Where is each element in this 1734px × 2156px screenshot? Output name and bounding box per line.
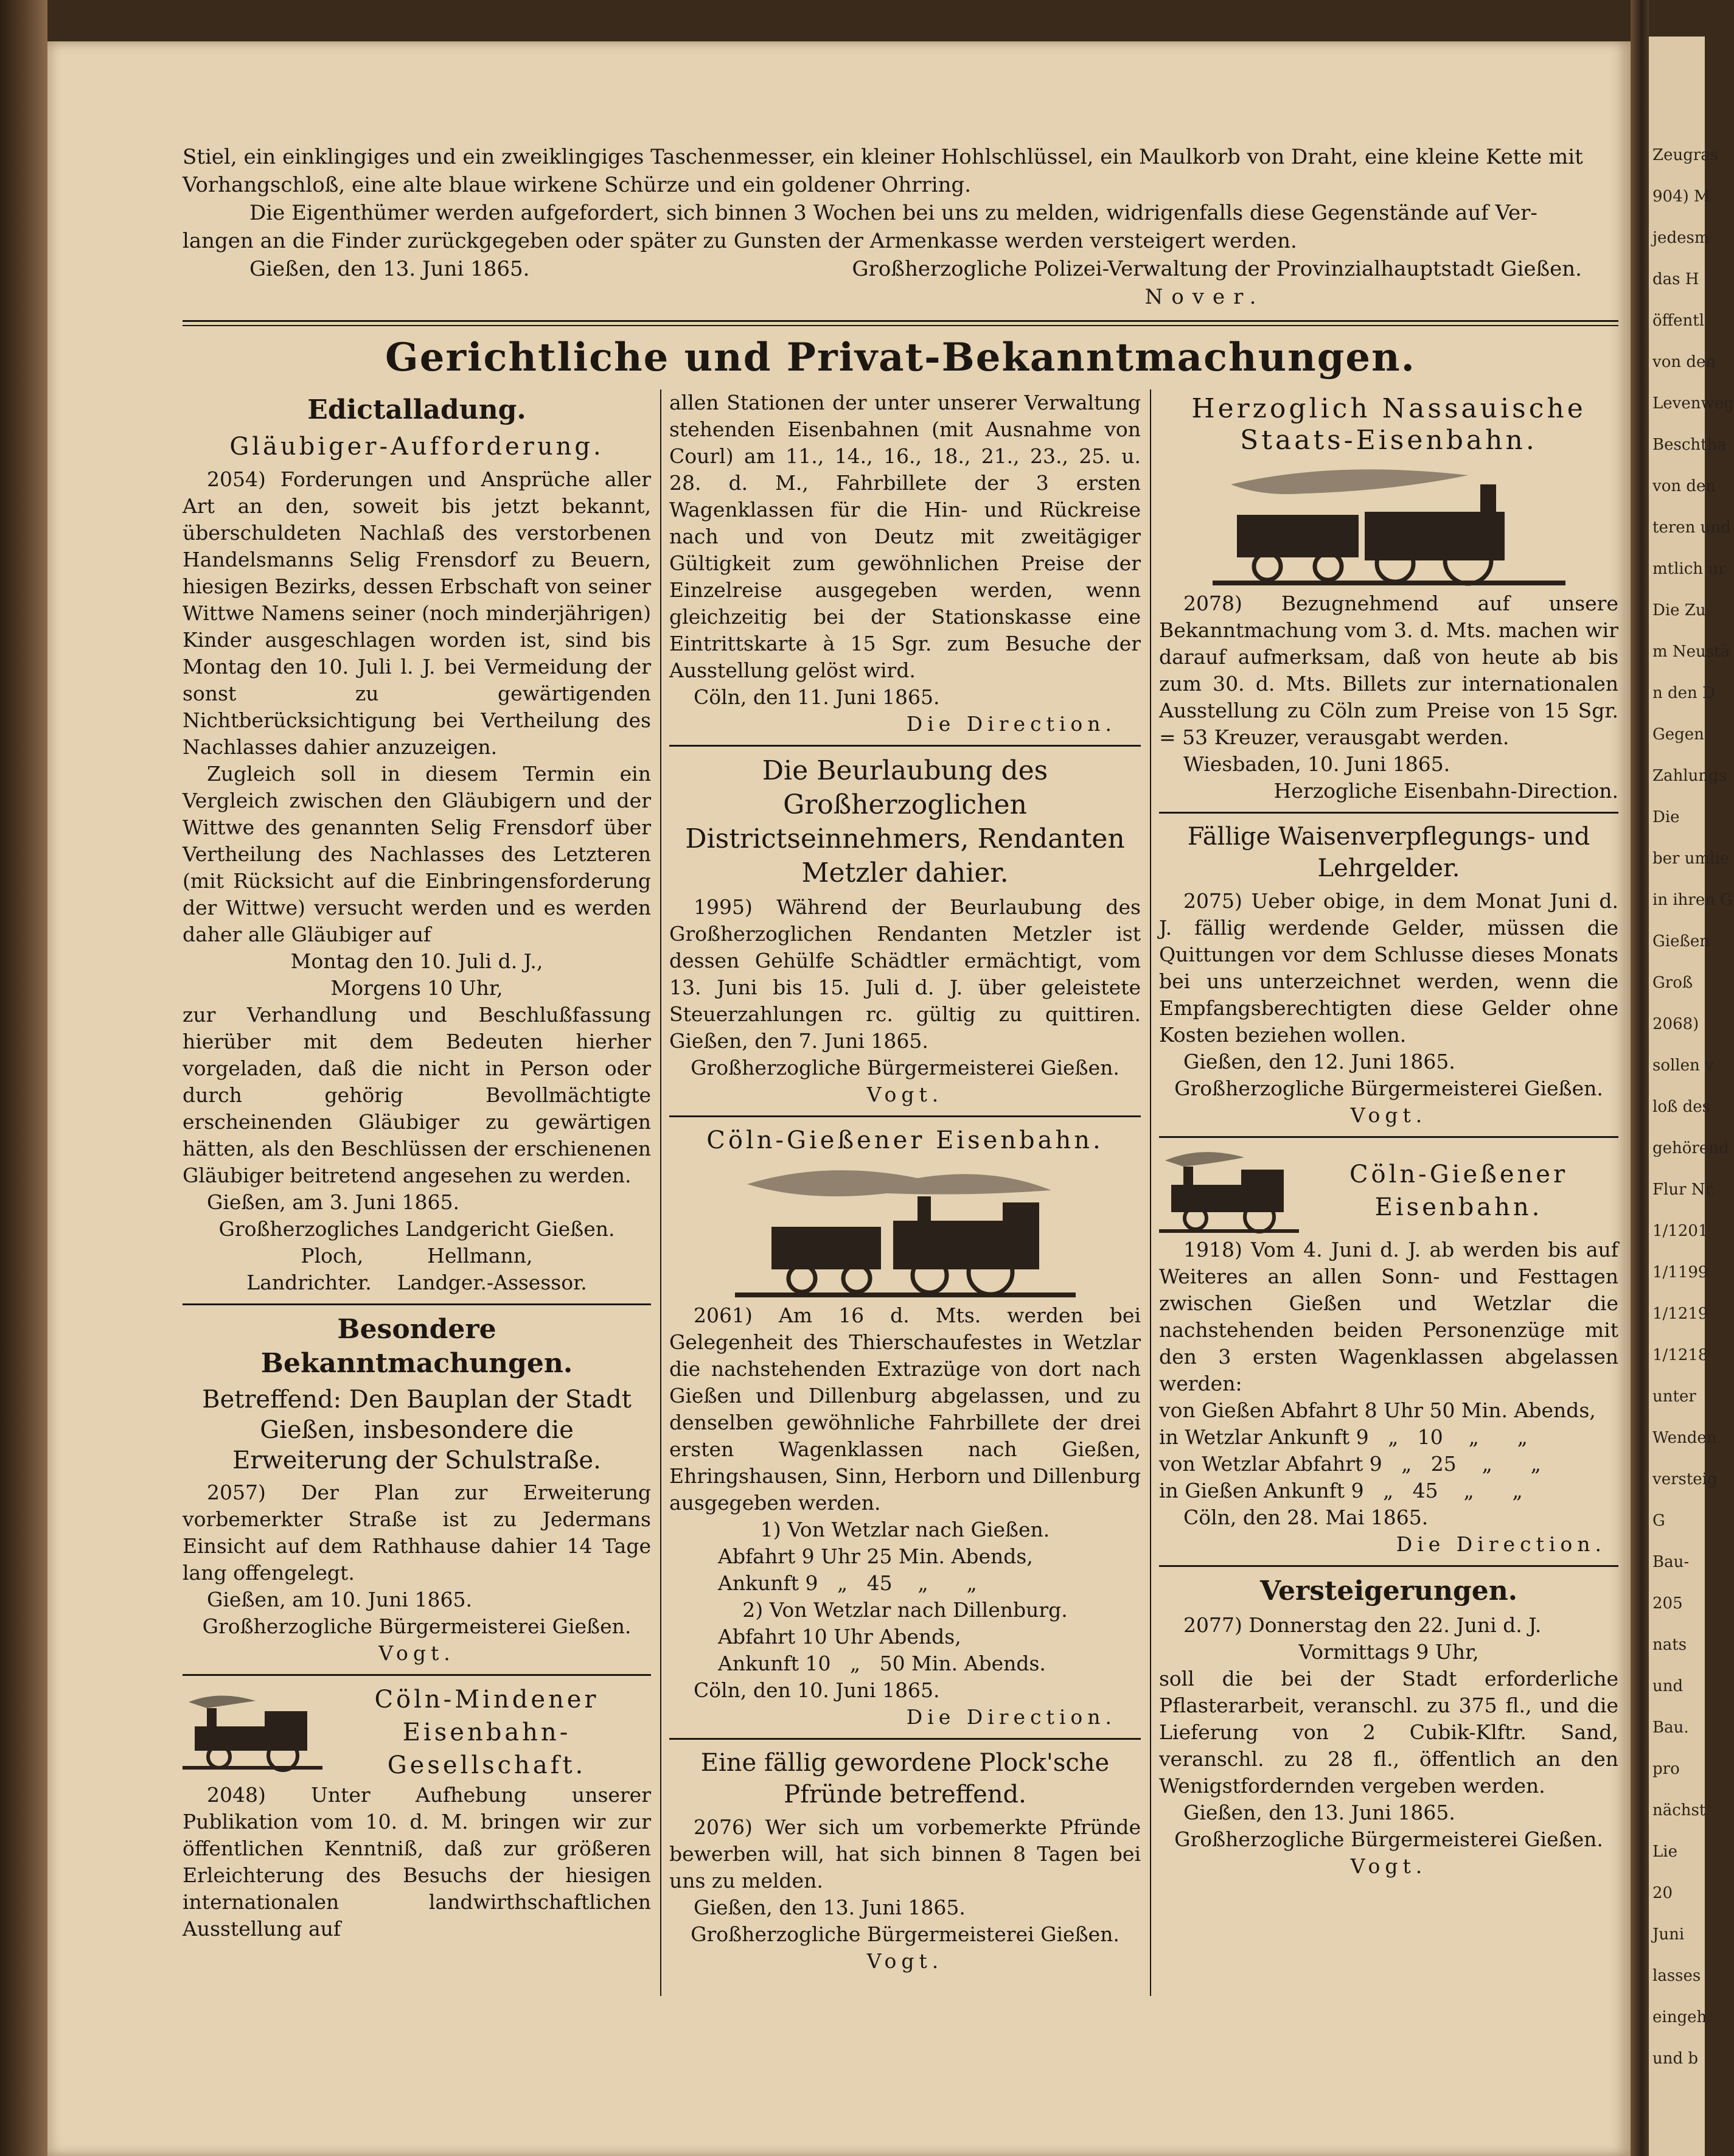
paragraph: Morgens 10 Uhr, [330, 976, 503, 1000]
heading-pfruende: Eine fällig gewordene Plock'sche Pfründe betreffend. [700, 1749, 1110, 1809]
heading-waisen: Fällige Waisenverpflegungs- und Lehrgelder. [1187, 823, 1590, 882]
paragraph: 2077) Donnerstag den 22. Juni d. J. [1183, 1613, 1542, 1637]
signer: Vogt. [866, 1949, 944, 1973]
top-date: Gießen, den 13. Juni 1865. [249, 257, 530, 281]
next-page-fragment: Die [1652, 808, 1680, 826]
next-page-fragment: und [1652, 1677, 1684, 1695]
next-page-fragment: 205 [1652, 1594, 1683, 1613]
next-page-fragment: und b [1652, 2050, 1699, 2068]
top-signer: Nover. [1144, 285, 1265, 309]
next-page-fragment: Bau- [1652, 1553, 1690, 1571]
paragraph: Zugleich soll in diesem Termin ein Vergleich zwischen den Gläubigern und der Wittwe des genannten Selig Frensdorf über Vertheilung des Nachlasses des Letzteren (mit Rücksicht auf die Einbringensforderung der Wittwe) versucht werden und es werden daher alle Gläubiger auf [183, 762, 651, 946]
next-page-fragment: Gegen [1652, 725, 1704, 744]
heading-coeln-giessener-2: Cöln-Gießener Eisenbahn. [1349, 1160, 1569, 1221]
signer: Die Direction. [906, 1705, 1116, 1729]
next-page-fragment: von den [1652, 477, 1716, 495]
timetable-row: von Gießen Abfahrt 8 Uhr 50 Min. Abends, [1159, 1398, 1596, 1422]
next-page-fragment: das H [1652, 270, 1699, 288]
next-page-fragment: G [1652, 1512, 1665, 1530]
next-page-fragment: Levenweg [1652, 394, 1734, 413]
paragraph: soll die bei der Stadt erforderliche Pflasterarbeit, veranschl. zu 375 fl., und die Lieferung von 2 Cubik-Klftr. Sand, veranschl. zu 28 fl., öffentlich an den Wenigstfordernden vergeben werden. [1159, 1667, 1618, 1798]
adjacent-page-edge [1649, 37, 1734, 2156]
paragraph: allen Stationen der unter unserer Verwaltung stehenden Eisenbahnen (mit Ausnahme von Courl) am 11., 14., 16., 18., 21., 23., 25. u. 28. d. M., Fahrbillete der 3 ersten Wagenklassen für die Hin- und Rückreise nach und von Deutz mit zweitägiger Gültigkeit zum gewöhnlichen Preise der Einzelreise ausgegeben werden, wenn gleichzeitig bei der Stationskasse eine Eintrittskarte à 15 Sgr. zum Besuche der Ausstellung gelöst wird. [669, 391, 1141, 682]
next-page-fragment: Groß [1652, 974, 1693, 992]
next-page-fragment: teren und [1652, 518, 1731, 537]
divider [183, 325, 1618, 326]
next-page-fragment: Die Zu [1652, 601, 1706, 619]
next-page-fragment: 1/1219 [1652, 1305, 1708, 1323]
top-line-3: Die Eigenthümer werden aufgefordert, sich binnen 3 Wochen bei uns zu melden, widrigenfalls diese Gegenstände auf Ver- [249, 201, 1537, 225]
paragraph: 2048) Unter Aufhebung unserer Publikation vom 10. d. M. bringen wir zur öffentlichen Kenntniß, daß zur größeren Erleichterung des Besuchs der hiesigen internationalen landwirthschaftlichen Ausstellung auf [183, 1783, 651, 1941]
next-page-fragment: Lie [1652, 1843, 1677, 1861]
next-page-fragment: von den [1652, 353, 1716, 371]
heading-nassauische: Herzoglich Nassauische Staats-Eisenbahn. [1191, 393, 1586, 456]
next-page-fragment: versteig [1652, 1470, 1718, 1488]
timetable-row: in Wetzlar Ankunft 9 „ 10 „ „ [1159, 1425, 1528, 1449]
paragraph: 2078) Bezugnehmend auf unsere Bekanntmachung vom 3. d. Mts. machen wir darauf aufmerksam, daß von heute ab bis zum 30. d. Mts. Billets zur internationalen Ausstellung zu Cöln zum Preise von 15 Sgr. = 53 Kreuzer, verausgabt werden. [1159, 591, 1618, 749]
next-page-fragment: Wenden [1652, 1429, 1717, 1447]
heading-edictalladung: Edictalladung. [307, 394, 526, 425]
next-page-fragment: sollen v [1652, 1056, 1714, 1075]
heading-coeln-giessener: Cöln-Gießener Eisenbahn. [706, 1126, 1104, 1154]
date: Gießen, den 13. Juni 1865. [694, 1896, 966, 1919]
column-rule [1150, 389, 1151, 1996]
steam-locomotive-icon [1213, 460, 1565, 588]
next-page-fragment: nächst [1652, 1801, 1706, 1819]
next-page-fragment: 1/1199 [1652, 1263, 1708, 1282]
heading-versteigerungen: Versteigerungen. [1259, 1575, 1518, 1607]
paragraph: 1995) Während der Beurlaubung des Großherzoglichen Rendanten Metzler ist dessen Gehülfe Schädtler ermächtigt, vom 13. Juni bis 15. Juli d. J. über geleistete Steuerzahlungen rc. gültig zu quittiren. Gießen, den 7. Juni 1865. [669, 895, 1141, 1053]
signer: Vogt. [866, 1083, 944, 1106]
date: Wiesbaden, 10. Juni 1865. [1183, 752, 1450, 776]
signer: Herzogliche Eisenbahn-Direction. [1273, 779, 1618, 803]
steam-locomotive-icon [735, 1160, 1076, 1300]
column-3 [1159, 389, 1618, 1880]
divider [1159, 1136, 1618, 1138]
authority: Großherzogliche Bürgermeisterei Gießen. [202, 1614, 632, 1638]
paragraph: 2061) Am 16 d. Mts. werden bei Gelegenheit des Thierschaufestes in Wetzlar die nachstehenden Extrazüge von dort nach Gießen und Dillenburg abgelassen, und zu denselben gewöhnliche Fahrbillete der drei ersten Wagenklassen nach Gießen, Ehringshausen, Sinn, Herborn und Dillenburg ausgegeben werden. [669, 1303, 1141, 1515]
top-line-2: Vorhangschloß, eine alte blaue wirkene Schürze und ein goldener Ohrring. [183, 173, 972, 197]
next-page-fragment: gehörend [1652, 1139, 1729, 1157]
next-page-fragment: 2068) [1652, 1015, 1699, 1033]
next-page-fragment: Zahlungs [1652, 767, 1727, 785]
top-line-4: langen an die Finder zurückgegeben oder später zu Gunsten der Armenkasse werden versteigert werden. [183, 229, 1297, 253]
next-page-fragment: unter [1652, 1387, 1696, 1406]
next-page-fragment: Bau. [1652, 1718, 1689, 1737]
top-notice [183, 143, 1618, 311]
column-rule [660, 389, 661, 1996]
heading-beurlaubung: Die Beurlaubung des Großherzoglichen Districtseinnehmers, Rendanten Metzler dahier. [685, 755, 1125, 888]
next-page-fragment: 20 [1652, 1884, 1673, 1902]
next-page-fragment: in ihren G [1652, 891, 1733, 909]
page-gutter [1631, 0, 1649, 2156]
divider [183, 1674, 651, 1676]
timetable-row: in Gießen Ankunft 9 „ 45 „ „ [1159, 1479, 1523, 1502]
authority: Großherzogliche Bürgermeisterei Gießen. [1174, 1827, 1603, 1851]
next-page-fragment: loß des [1652, 1098, 1710, 1116]
signer: Die Direction. [906, 712, 1116, 736]
next-page-fragment: n den D [1652, 684, 1715, 702]
divider [669, 1738, 1141, 1740]
next-page-fragment: nats [1652, 1636, 1687, 1654]
authority: Großherzogliche Bürgermeisterei Gießen. [691, 1922, 1119, 1946]
paragraph: Montag den 10. Juli d. J., [290, 949, 543, 973]
paragraph: 2054) Forderungen und Ansprüche aller Art an den, soweit bis jetzt bekannt, überschuldeten Nachlaß des verstorbenen Handelsmanns Selig Frensdorf zu Beuern, hiesigen Bezirks, dessen Erbschaft von seiner Wittwe Namens seiner (noch minderjährigen) Kinder ausgeschlagen worden ist, sind bis Montag den 10. Juli l. J. bei Vermeidung der sonst zu gewärtigenden Nichtberücksichtigung bei Vertheilung des Nachlasses dahier anzuzeigen. [183, 467, 651, 759]
date: Gießen, am 3. Juni 1865. [207, 1190, 459, 1214]
heading-coeln-mindener: Cöln-Mindener Eisenbahn-Gesellschaft. [374, 1686, 599, 1779]
paragraph: 2076) Wer sich um vorbemerkte Pfründe bewerben will, hat sich binnen 8 Tagen bei uns zu melden. [669, 1815, 1141, 1893]
next-page-fragment: 1/1201 [1652, 1222, 1708, 1240]
next-page-fragment: Gießen [1652, 932, 1710, 951]
next-page-fragment: mtlich ur [1652, 560, 1726, 578]
route-1: 1) Von Wetzlar nach Gießen. [760, 1518, 1050, 1541]
next-page-fragment: ber umlie [1652, 849, 1730, 868]
route-1-departure: Abfahrt 9 Uhr 25 Min. Abends, [718, 1544, 1033, 1568]
top-authority: Großherzogliche Polizei-Verwaltung der Provinzialhauptstadt Gießen. [852, 257, 1582, 281]
signer: Vogt. [1350, 1854, 1427, 1878]
heading-glaeubiger: Gläubiger-Aufforderung. [229, 433, 604, 461]
signer: Vogt. [378, 1641, 455, 1665]
route-2-arrival: Ankunft 10 „ 50 Min. Abends. [718, 1652, 1046, 1675]
paragraph: 2057) Der Plan zur Erweiterung vorbemerkter Straße ist zu Jedermans Einsicht auf dem Rathhause dahier 14 Tage lang offengelegt. [183, 1481, 651, 1585]
date: Gießen, den 12. Juni 1865. [1183, 1050, 1455, 1073]
next-page-fragment: pro [1652, 1760, 1680, 1778]
heading-besondere: Besondere Bekanntmachungen. [260, 1314, 573, 1379]
signers: Ploch, Hellmann, [301, 1244, 533, 1268]
date: Cöln, den 28. Mai 1865. [1183, 1505, 1429, 1529]
paragraph: 2075) Ueber obige, in dem Monat Juni d. J. fällig werdende Gelder, müssen die Quittungen vor dem Schlusse dieses Monats bei uns unterzeichnet werden, wenn die Empfangsberechtigten diese Gelder ohne Kosten beziehen wollen. [1159, 889, 1618, 1047]
section-title: Gerichtliche und Privat-Bekanntmachungen. [385, 335, 1416, 380]
authority: Großherzogliche Bürgermeisterei Gießen. [1174, 1076, 1603, 1100]
divider [669, 745, 1141, 747]
next-page-fragment: eingeh [1652, 2008, 1707, 2026]
divider [183, 1303, 651, 1305]
paragraph: 1918) Vom 4. Juni d. J. ab werden bis auf Weiteres an allen Sonn- und Festtagen zwischen Gießen und Wetzlar die nachstehenden beiden Personenzüge mit den 3 ersten Wagenklassen abgelassen werden: [1159, 1238, 1618, 1395]
divider [183, 320, 1618, 322]
signer: Die Direction. [1396, 1532, 1606, 1556]
divider [1159, 1565, 1618, 1567]
next-page-fragment: lasses [1652, 1967, 1701, 1985]
divider [669, 1115, 1141, 1117]
next-page-fragment: jedesm [1652, 229, 1710, 247]
next-page-fragment: Juni [1652, 1925, 1685, 1944]
next-page-fragment: 904) M [1652, 187, 1710, 206]
heading-bauplan: Betreffend: Den Bauplan der Stadt Gießen, insbesondere die Erweiterung der Schulstraße. [202, 1386, 632, 1474]
next-page-fragment: 1/1218 [1652, 1346, 1708, 1364]
steam-locomotive-icon [1159, 1145, 1299, 1237]
authority: Großherzogliche Bürgermeisterei Gießen. [691, 1056, 1119, 1080]
column-1 [183, 389, 651, 1942]
next-page-fragment: Beschtha [1652, 436, 1727, 454]
authority: Großherzogliches Landgericht Gießen. [218, 1217, 615, 1241]
timetable-row: von Wetzlar Abfahrt 9 „ 25 „ „ [1159, 1452, 1541, 1476]
paragraph: Vormittags 9 Uhr, [1298, 1640, 1479, 1664]
signer-titles: Landrichter. Landger.-Assessor. [246, 1271, 587, 1294]
date: Cöln, den 10. Juni 1865. [694, 1678, 940, 1702]
route-2: 2) Von Wetzlar nach Dillenburg. [742, 1598, 1068, 1622]
paragraph: zur Verhandlung und Beschlußfassung hierüber mit dem Bedeuten hierher vorgeladen, daß die nicht in Person oder durch gehörig Bevollmächtigte erscheinenden Gläubiger zu gewärtigen hätten, als den Beschlüssen der erschienenen Gläubiger beitretend angesehen zu werden. [183, 1003, 651, 1187]
route-1-arrival: Ankunft 9 „ 45 „ „ [718, 1571, 977, 1595]
signer: Vogt. [1350, 1103, 1427, 1127]
date: Cöln, den 11. Juni 1865. [694, 685, 940, 709]
divider [1159, 812, 1618, 814]
next-page-fragment: Zeugras [1652, 146, 1719, 164]
steam-locomotive-icon [183, 1690, 322, 1775]
date: Gießen, den 13. Juni 1865. [1183, 1801, 1455, 1824]
top-line-1: Stiel, ein einklingiges und ein zweiklingiges Taschenmesser, ein kleiner Hohlschlüssel, ein Maulkorb von Draht, eine kleine Kette mit [183, 145, 1583, 169]
next-page-fragment: Flur Nr. [1652, 1181, 1716, 1199]
next-page-fragment: öffentl [1652, 312, 1705, 330]
next-page-fragment: m Neustä [1652, 643, 1730, 661]
book-binding [0, 0, 47, 2156]
column-2 [669, 389, 1141, 1975]
route-2-departure: Abfahrt 10 Uhr Abends, [718, 1625, 961, 1648]
date: Gießen, am 10. Juni 1865. [207, 1588, 472, 1611]
